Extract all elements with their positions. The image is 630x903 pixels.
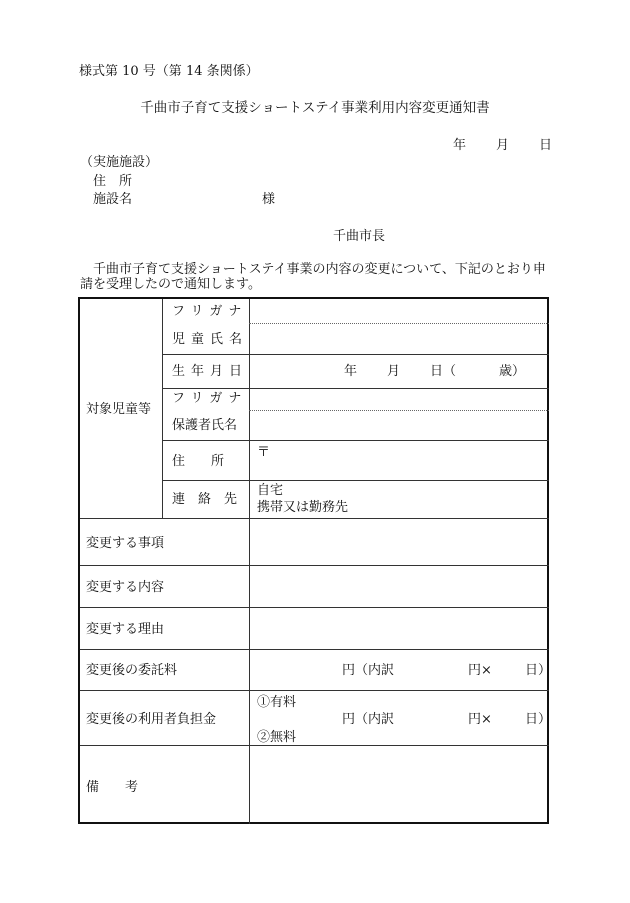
date-month: 月 <box>496 138 510 153</box>
user-fee-yen: 円（内訳 <box>342 712 395 727</box>
change-content-label: 変更する内容 <box>86 580 165 595</box>
form-number: 様式第 10 号（第 14 条関係） <box>79 64 259 79</box>
birthdate-label: 生年月日 <box>172 364 249 379</box>
address-label: 住 所 <box>172 454 225 469</box>
change-reason-label: 変更する理由 <box>86 622 165 637</box>
contact-label: 連 絡 先 <box>172 492 238 507</box>
birthdate-day: 日（ <box>430 364 457 379</box>
document-title: 千曲市子育て支援ショートステイ事業利用内容変更通知書 <box>140 100 490 116</box>
birthdate-age: 歳） <box>499 364 526 379</box>
sender: 千曲市長 <box>333 229 386 244</box>
birthdate-year: 年 <box>344 364 358 379</box>
target-children-label: 対象児童等 <box>86 402 152 417</box>
addressee-address-label: 住 所 <box>93 174 133 189</box>
date-day: 日 <box>539 138 553 153</box>
fee-yen: 円（内訳 <box>342 663 395 678</box>
contact-home: 自宅 <box>257 483 284 498</box>
form-table <box>78 297 552 824</box>
furigana-child-label: フリガナ <box>172 304 248 319</box>
fee-days: 日） <box>525 663 552 678</box>
guardian-name-label: 保護者氏名 <box>172 418 238 433</box>
fee-label: 変更後の委託料 <box>86 663 178 678</box>
child-name-label: 児童氏名 <box>172 332 249 347</box>
contact-mobile: 携帯又は勤務先 <box>257 500 349 515</box>
fee-yen-times: 円× <box>468 663 492 678</box>
body-text: 千曲市子育て支援ショートステイ事業の内容の変更について、下記のとおり申請を受理したので通知します。 <box>80 262 546 292</box>
birthdate-month: 月 <box>387 364 401 379</box>
user-fee-yen-times: 円× <box>468 712 492 727</box>
user-fee-option-free: ②無料 <box>257 730 297 745</box>
addressee-facility-label: 施設名 <box>93 192 133 207</box>
furigana-guardian-label: フリガナ <box>172 391 248 406</box>
remarks-label: 備 考 <box>86 780 139 795</box>
addressee-honorific: 様 <box>262 192 276 207</box>
user-fee-label: 変更後の利用者負担金 <box>86 712 217 727</box>
date-year: 年 <box>453 138 467 153</box>
change-item-label: 変更する事項 <box>86 536 165 551</box>
postal-mark: 〒 <box>257 445 271 460</box>
user-fee-days: 日） <box>525 712 552 727</box>
addressee-heading: （実施施設） <box>80 155 159 170</box>
user-fee-option-paid: ①有料 <box>257 695 297 710</box>
